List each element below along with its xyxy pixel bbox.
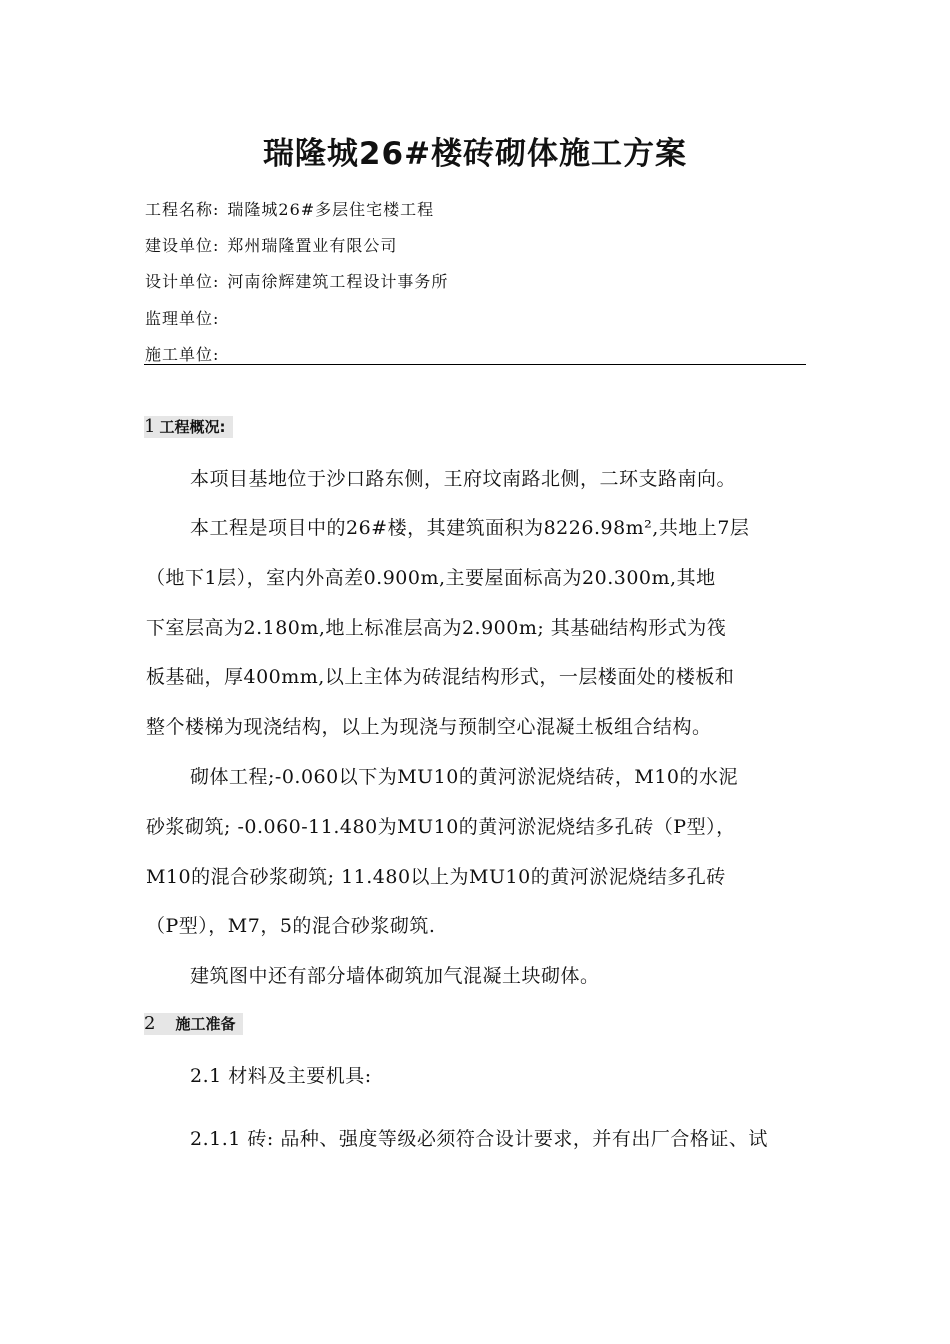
paragraph-line: 建筑图中还有部分墙体砌筑加气混凝土块砌体。 bbox=[190, 965, 600, 987]
paragraph-line: 本项目基地位于沙口路东侧，王府坟南路北侧，二环支路南向。 bbox=[190, 468, 737, 490]
info-client bbox=[145, 233, 397, 256]
section-title: 施工准备 bbox=[175, 1015, 236, 1033]
paragraph-line: 板基础，厚400mm,以上主体为砖混结构形式，一层楼面处的楼板和 bbox=[146, 666, 735, 688]
paragraph-line: （P型），M7，5的混合砂浆砌筑. bbox=[146, 915, 436, 937]
section-heading-overview bbox=[144, 416, 233, 438]
info-value: 瑞隆城26#多层住宅楼工程 bbox=[227, 200, 435, 219]
section-number: 1 bbox=[144, 416, 156, 437]
header-divider bbox=[144, 364, 806, 365]
info-label: 施工单位: bbox=[145, 345, 220, 364]
paragraph-line: （地下1层），室内外高差0.900m,主要屋面标高为20.300m,其地 bbox=[146, 567, 716, 589]
paragraph-line: 整个楼梯为现浇结构，以上为现浇与预制空心混凝土板组合结构。 bbox=[146, 716, 712, 738]
paragraph-line: M10的混合砂浆砌筑; 11.480以上为MU10的黄河淤泥烧结多孔砖 bbox=[146, 866, 726, 888]
subsection-line: 2.1 材料及主要机具: bbox=[190, 1065, 372, 1087]
info-contractor bbox=[145, 342, 227, 365]
paragraph-line: 砌体工程;-0.060以下为MU10的黄河淤泥烧结砖，M10的水泥 bbox=[190, 766, 738, 788]
info-label: 监理单位: bbox=[145, 309, 220, 328]
info-label: 建设单位: bbox=[145, 236, 220, 255]
section-number: 2 bbox=[144, 1013, 156, 1034]
info-label: 工程名称: bbox=[145, 200, 220, 219]
paragraph-line: 下室层高为2.180m,地上标准层高为2.900m; 其基础结构形式为筏 bbox=[146, 617, 727, 639]
paragraph-line: 本工程是项目中的26#楼，其建筑面积为8226.98m²,共地上7层 bbox=[190, 517, 750, 539]
info-value: 河南徐辉建筑工程设计事务所 bbox=[227, 272, 449, 291]
info-label: 设计单位: bbox=[145, 272, 220, 291]
document-title: 瑞隆城26#楼砖砌体施工方案 bbox=[262, 136, 688, 172]
info-value: 郑州瑞隆置业有限公司 bbox=[227, 236, 398, 255]
subsection-line: 2.1.1 砖: 品种、强度等级必须符合设计要求，并有出厂合格证、试 bbox=[190, 1128, 768, 1150]
info-designer bbox=[145, 269, 448, 292]
info-supervisor bbox=[145, 306, 227, 329]
paragraph-line: 砂浆砌筑; -0.060-11.480为MU10的黄河淤泥烧结多孔砖（P型）， bbox=[146, 816, 736, 838]
section-heading-preparation bbox=[144, 1013, 243, 1035]
section-title: 工程概况: bbox=[159, 418, 226, 436]
info-project-name bbox=[145, 197, 434, 220]
